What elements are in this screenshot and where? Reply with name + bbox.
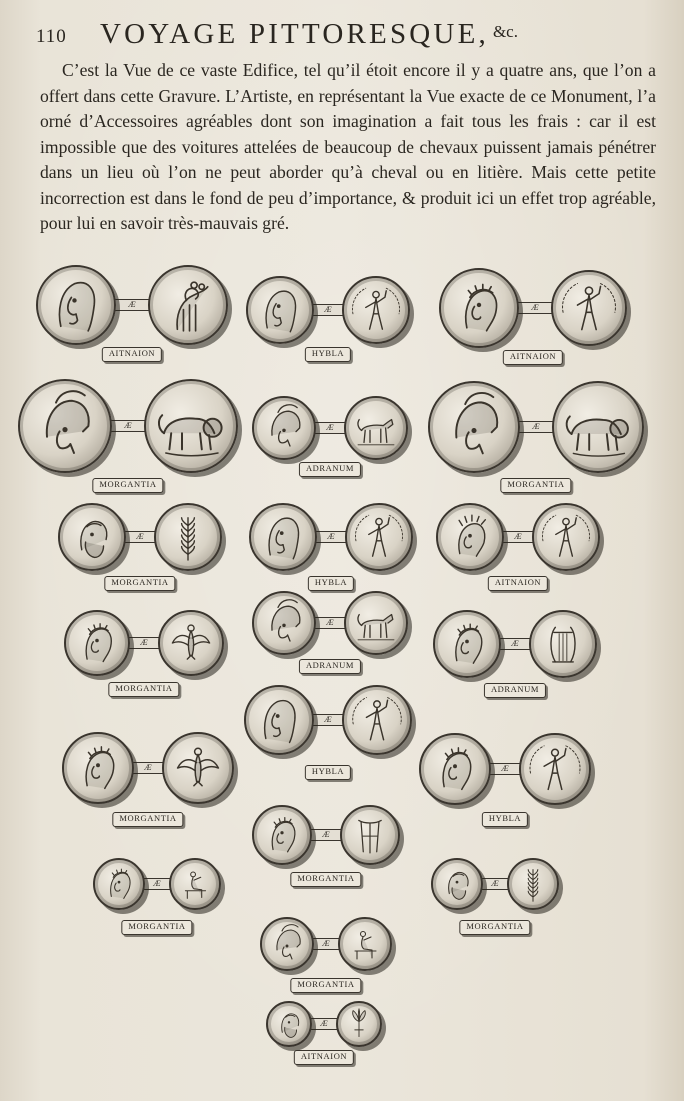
coin-connector: Æ: [306, 1018, 342, 1030]
coin-reverse: [551, 270, 627, 346]
coin-connector: Æ: [513, 302, 557, 314]
coin-reverse: [342, 276, 410, 344]
coin-label: AITNAION: [503, 350, 563, 365]
coin-connector: Æ: [495, 638, 535, 650]
coin-reverse: [344, 396, 408, 460]
coin-label: MORGANTIA: [121, 920, 192, 935]
coin-connector: Æ: [514, 421, 558, 433]
coin-reverse: [345, 503, 413, 571]
coin-label: MORGANTIA: [500, 478, 571, 493]
coin-obverse: [58, 503, 126, 571]
coin-label: MORGANTIA: [104, 576, 175, 591]
coin-label: MORGANTIA: [290, 978, 361, 993]
coin-obverse: [18, 379, 112, 473]
coin-obverse: [62, 732, 134, 804]
coin-reverse: [519, 733, 591, 805]
coin-connector: Æ: [477, 878, 513, 890]
coin-reverse: [340, 805, 400, 865]
coin-reverse: [158, 610, 224, 676]
coin-label: AITNAION: [102, 347, 162, 362]
running-title: [100, 18, 518, 51]
coin-obverse: [252, 805, 312, 865]
coin-obverse: [431, 858, 483, 910]
coin-reverse: [529, 610, 597, 678]
coin-reverse: [148, 265, 228, 345]
coin-obverse: [439, 268, 519, 348]
coin-connector: Æ: [139, 878, 175, 890]
running-title-text: VOYAGE PITTORESQUE,: [100, 18, 489, 50]
coin-connector: Æ: [498, 531, 538, 543]
coin-obverse: [244, 685, 314, 755]
coin-reverse: [338, 917, 392, 971]
coin-connector: Æ: [124, 637, 164, 649]
coin-reverse: [507, 858, 559, 910]
coin-connector: Æ: [485, 763, 525, 775]
coin-connector: Æ: [120, 531, 160, 543]
coin-reverse: [342, 685, 412, 755]
coin-obverse: [266, 1001, 312, 1047]
coin-obverse: [246, 276, 314, 344]
coin-obverse: [436, 503, 504, 571]
coin-obverse: [433, 610, 501, 678]
coin-connector: Æ: [306, 829, 346, 841]
coin-reverse: [552, 381, 644, 473]
coin-obverse: [252, 396, 316, 460]
coin-obverse: [93, 858, 145, 910]
coin-label: AITNAION: [488, 576, 548, 591]
coin-reverse: [336, 1001, 382, 1047]
coin-label: AITNAION: [294, 1050, 354, 1065]
coin-obverse: [64, 610, 130, 676]
coin-label: MORGANTIA: [290, 872, 361, 887]
coin-label: ADRANUM: [484, 683, 546, 698]
coin-reverse: [154, 503, 222, 571]
coin-reverse: [144, 379, 238, 473]
page-number: 110: [36, 26, 67, 47]
coin-obverse: [428, 381, 520, 473]
coin-connector: Æ: [308, 714, 348, 726]
coin-label: ADRANUM: [299, 462, 361, 477]
coin-obverse: [249, 503, 317, 571]
coin-connector: Æ: [308, 304, 348, 316]
coin-label: HYBLA: [305, 347, 351, 362]
coin-obverse: [36, 265, 116, 345]
coin-label: MORGANTIA: [112, 812, 183, 827]
coin-connector: Æ: [106, 420, 150, 432]
coin-label: MORGANTIA: [459, 920, 530, 935]
coin-connector: Æ: [310, 617, 350, 629]
body-paragraph: C’est la Vue de ce vaste Edifice, tel qu’il étoit encore il y a quatre ans, que l’on a offert dans cette Gravure. L’Artiste, en représentant la Vue exacte de ce Monument, l’a orné d’Accessoires agréables dont son imagination a fait tous les frais : car il est impossible que des voitures attelées de beaucoup de chevaux puissent jamais pénétrer dans un lieu où l’on ne peut aborder qu’à cheval ou en litière. Mais cette petite incorrection est dans le fond de peu d’importance, & produit ici un effet trop agréable, pour lui en savoir très-mauvais gré.: [40, 60, 656, 233]
coin-obverse: [419, 733, 491, 805]
coin-label: HYBLA: [305, 765, 351, 780]
coin-reverse: [162, 732, 234, 804]
coin-reverse: [532, 503, 600, 571]
coin-connector: Æ: [308, 938, 344, 950]
coin-label: HYBLA: [482, 812, 528, 827]
coin-connector: Æ: [128, 762, 168, 774]
coin-connector: Æ: [311, 531, 351, 543]
coin-label: MORGANTIA: [92, 478, 163, 493]
coin-connector: Æ: [310, 422, 350, 434]
coin-label: MORGANTIA: [108, 682, 179, 697]
coin-connector: Æ: [110, 299, 154, 311]
coin-label: ADRANUM: [299, 659, 361, 674]
coin-obverse: [252, 591, 316, 655]
coin-obverse: [260, 917, 314, 971]
coin-reverse: [344, 591, 408, 655]
coin-label: HYBLA: [308, 576, 354, 591]
running-title-etc: &c.: [492, 22, 518, 41]
coin-reverse: [169, 858, 221, 910]
